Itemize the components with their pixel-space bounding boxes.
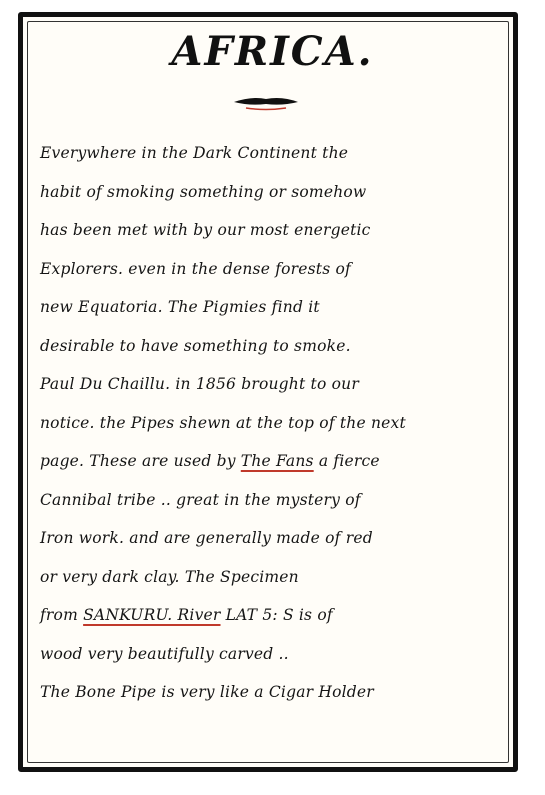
text-line-11: Iron work. and are generally made of red bbox=[40, 529, 373, 547]
title-ornament bbox=[232, 96, 300, 112]
text-line-12: or very dark clay. The Specimen bbox=[40, 567, 299, 586]
page-title: AFRICA. bbox=[171, 28, 374, 75]
text-line-9-pre: page. These are used by bbox=[40, 452, 241, 470]
text-line-9 bbox=[40, 442, 500, 481]
text-line-14: wood very beautifully carved .. bbox=[40, 644, 289, 663]
text-line-4: Explorers. even in the dense forests of bbox=[40, 259, 351, 278]
text-line-7: Paul Du Chaillu. in 1856 brought to our bbox=[40, 375, 359, 393]
text-line-13-pre: from bbox=[40, 606, 84, 624]
text-line-9-post: a fierce bbox=[313, 452, 380, 470]
text-line-2: habit of smoking something or somehow bbox=[40, 182, 367, 201]
text-line-5: new Equatoria. The Pigmies find it bbox=[40, 298, 320, 316]
text-line-13-post: LAT 5: S is of bbox=[220, 606, 333, 624]
underlined-the-fans: The Fans bbox=[240, 452, 314, 470]
text-line-1: Everywhere in the Dark Continent the bbox=[40, 144, 349, 162]
underlined-sankuru-river: SANKURU. River bbox=[83, 606, 221, 624]
text-line-15: The Bone Pipe is very like a Cigar Holder bbox=[40, 683, 374, 701]
handwritten-text bbox=[40, 134, 500, 712]
text-line-8: notice. the Pipes shewn at the top of the next bbox=[40, 413, 406, 432]
text-line-13 bbox=[40, 596, 500, 635]
text-line-10: Cannibal tribe .. great in the mystery of bbox=[40, 490, 361, 509]
text-line-6: desirable to have something to smoke. bbox=[40, 336, 351, 355]
text-line-3: has been met with by our most energetic bbox=[40, 221, 371, 239]
